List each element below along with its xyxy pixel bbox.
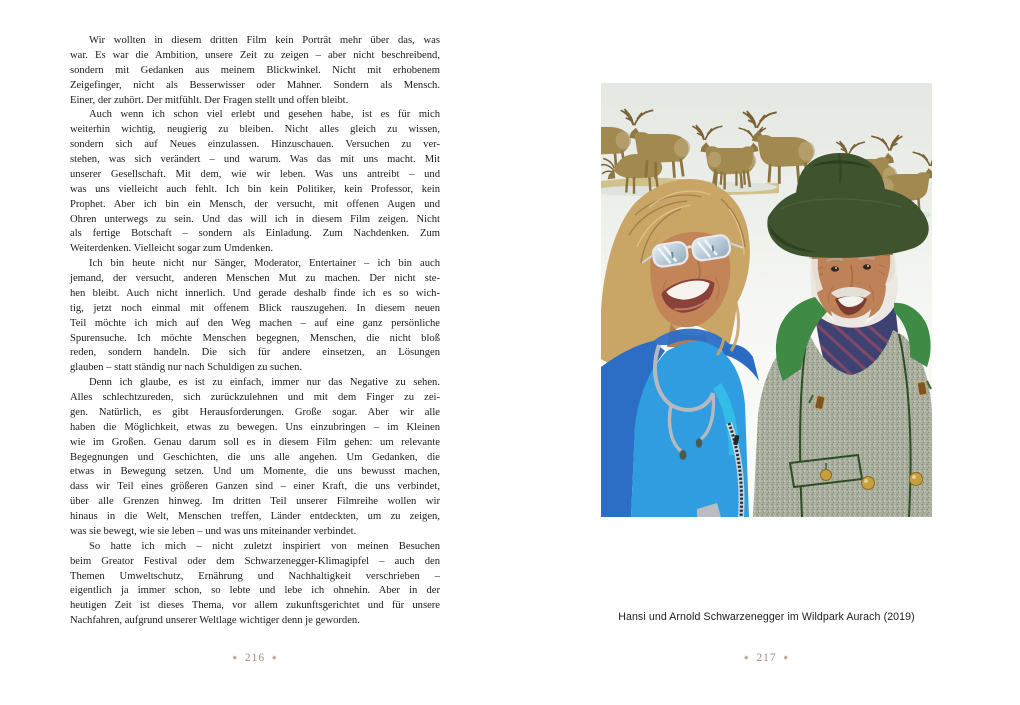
text-line: hinaus in die Welt, Menschen treffen, Länder entdeckten, um zu zeigen, [70, 511, 440, 522]
text-line: Zeigefinger, nicht als Besserwisser oder Mahner. Sondern als Mensch. [70, 79, 440, 91]
text-line: sondern sich auf Neues einzulassen. Hinzuschauen. Versuchen zu ver- [70, 139, 440, 151]
text-line: sondern mit Gedanken aus meinem Blickwinkel. Nicht mit erhobenem [70, 64, 440, 76]
text-line: über alle Grenzen hinweg. Im dritten Teil unserer Filmreihe wollen wir [70, 496, 440, 508]
text-line: glauben – statt ständig nur nach Schuldigen zu suchen. [70, 362, 303, 374]
photo-caption: Hansi und Arnold Schwarzenegger im Wildpark Aurach (2019) [618, 611, 915, 623]
page-number-right-value: 217 [756, 652, 777, 664]
photo-illustration [601, 83, 932, 517]
text-line: reden, sondern handeln. Die sich für andere einsetzen, an Lösungen [70, 347, 440, 359]
text-line: weiterhin wichtig, neugierig zu bleiben. Nicht alles gleich zu wissen, [70, 124, 440, 136]
text-line: Einer, der zuhört. Der mitfühlt. Der Fragen stellt und offen bleibt. [70, 94, 349, 106]
text-line: war. Es war die Ambition, unsere Zeit zu zeigen – aber nicht beschreibend, [70, 49, 440, 61]
text-line: hen bleibt. Auch nicht innerlich. Und gerade deshalb finde ich es so wich- [70, 287, 440, 299]
text-line: was uns vielleicht auch fehlt. Ich bin kein Politiker, kein Professor, kein [70, 183, 440, 195]
text-line: als fertige Botschaft – sondern als Einladung. Zum Nachdenken. Zum [70, 228, 440, 240]
text-line: Ich bin heute nicht nur Sänger, Moderator, Entertainer – ich bin auch [89, 258, 440, 270]
text-line: etwas in Bewegung setzen. Und um Momente, die uns bewusst machen, [70, 466, 440, 478]
text-line: Teil möchte ich mich auf den Weg machen – auf eine ganz persönliche [70, 317, 440, 329]
text-line: Denn ich glaube, es ist zu einfach, immer nur das Negative zu sehen. [89, 377, 440, 389]
text-line: haben die Möglichkeit, etwas zu bewegen. Uns einzubringen – im Kleinen [70, 421, 440, 433]
text-line: Spurensuche. Ich möchte Menschen begegnen, Menschen, die nicht bloß [70, 332, 440, 344]
text-line: tig, jetzt noch einmal mit offenem Blick rauszugehen. In diesem neuen [70, 302, 440, 314]
page-number-left-value: 216 [244, 652, 266, 664]
page-ornament-icon: ◆ [783, 654, 789, 661]
page-number-right [601, 652, 932, 664]
body-text [70, 34, 440, 629]
page-number-left [70, 652, 440, 664]
text-line: Prophet. Aber ich bin ein Mensch, der versucht, mit offenen Augen und [70, 198, 440, 210]
text-line: Weiterdenken. Vielleicht sogar zum Umdenken. [70, 243, 274, 255]
page-ornament-icon: ◆ [232, 654, 238, 661]
text-line: was sie bewegt, wie sie leben – und was uns miteinander verbindet. [70, 525, 357, 537]
text-line: jemand, der versucht, anderen Menschen Mut zu machen. Der nicht ste- [70, 273, 440, 284]
text-line: eigentlich ja immer schon, so lebte und lebe ich ohnehin. Aber in der [70, 585, 440, 597]
text-line: Begegnungen und Geschichten, die uns alle angehen. Um Gedanken, die [70, 451, 440, 463]
text-line: unserer Gesellschaft. Mit dem, wie wir leben. Was uns antreibt – und [70, 168, 440, 180]
text-line: Wir wollten in diesem dritten Film kein Porträt mehr über das, was [89, 35, 440, 46]
hansi-figure [601, 179, 759, 517]
photo-wildpark-aurach [601, 83, 932, 517]
text-line: beim Greator Festival oder dem Schwarzenegger-Klimagipfel – auch den [70, 555, 440, 567]
text-line: Ohren unterwegs zu sein. Und das will ich in diesem Film zeigen. Nicht [70, 213, 440, 225]
page-ornament-icon: ◆ [744, 654, 750, 661]
text-line: dass wir Teil eines größeren Ganzen sind – einer Kraft, die uns verbindet, [70, 481, 440, 493]
page-ornament-icon: ◆ [272, 654, 278, 661]
text-line: wie im Großen. Genau darum soll es in diesem Film gehen: um relevante [70, 436, 440, 448]
text-line: Themen Umweltschutz, Ernährung und Nachhaltigkeit verschrieben – [70, 570, 440, 582]
text-line: Auch wenn ich schon viel erlebt und gesehen habe, ist es für mich [89, 109, 440, 121]
text-line: So hatte ich mich – nicht zuletzt inspiriert von meinen Besuchen [89, 540, 440, 552]
text-line: Nachfahren, aufgrund unserer Weltlage wichtiger denn je geworden. [70, 615, 360, 627]
text-line: stehen, was sich verändert – und warum. Was das mit uns macht. Mit [70, 154, 440, 165]
hansi-jacket [601, 329, 759, 517]
text-line: Alles schlechtzureden, sich zurückzulehnen und mit dem Finger zu zei- [70, 392, 440, 403]
text-line: heutigen Zeit ist dieses Thema, vor allem zukunftsgerichtet und für unsere [70, 600, 440, 612]
text-line: gen. Natürlich, es gibt Herausforderungen. Große sogar. Aber wir alle [70, 406, 440, 418]
